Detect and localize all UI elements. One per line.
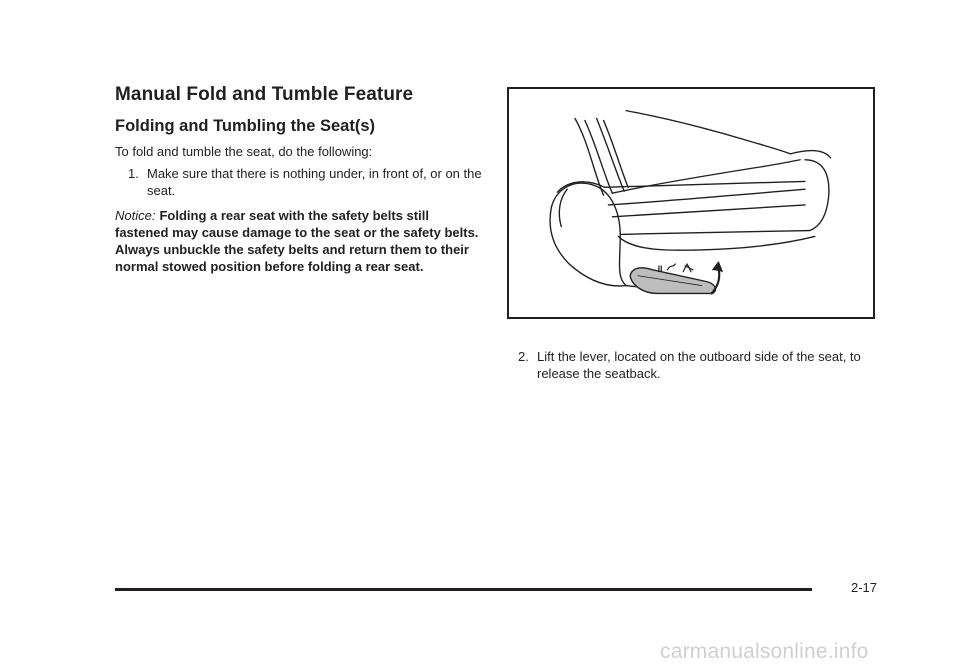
step-number: 2. <box>518 349 529 364</box>
seat-illustration-svg <box>509 89 873 317</box>
notice-text: Folding a rear seat with the safety belts still fastened may cause damage to the seat or the safety belts. Always unbuckle the safety belts and return them to their normal stowed position before folding a rear seat. <box>115 208 479 274</box>
step-item-2 <box>518 348 878 382</box>
svg-text:II: II <box>657 263 663 274</box>
seat-lever-illustration <box>507 87 875 319</box>
page-number: 2-17 <box>851 580 878 595</box>
step-text: Make sure that there is nothing under, in front of, or on the seat. <box>147 166 482 198</box>
step-number: 1. <box>128 166 139 181</box>
watermark-text: carmanualsonline.info <box>660 640 869 663</box>
step-item-1 <box>128 165 488 199</box>
subsection-heading: Folding and Tumbling the Seat(s) <box>115 117 376 135</box>
notice-paragraph <box>115 207 485 275</box>
section-heading: Manual Fold and Tumble Feature <box>115 84 414 105</box>
step-text: Lift the lever, located on the outboard side of the seat, to release the seatback. <box>537 349 861 381</box>
footer-rule <box>115 588 812 591</box>
notice-label: Notice: <box>115 208 156 223</box>
intro-text: To fold and tumble the seat, do the following: <box>115 144 373 159</box>
